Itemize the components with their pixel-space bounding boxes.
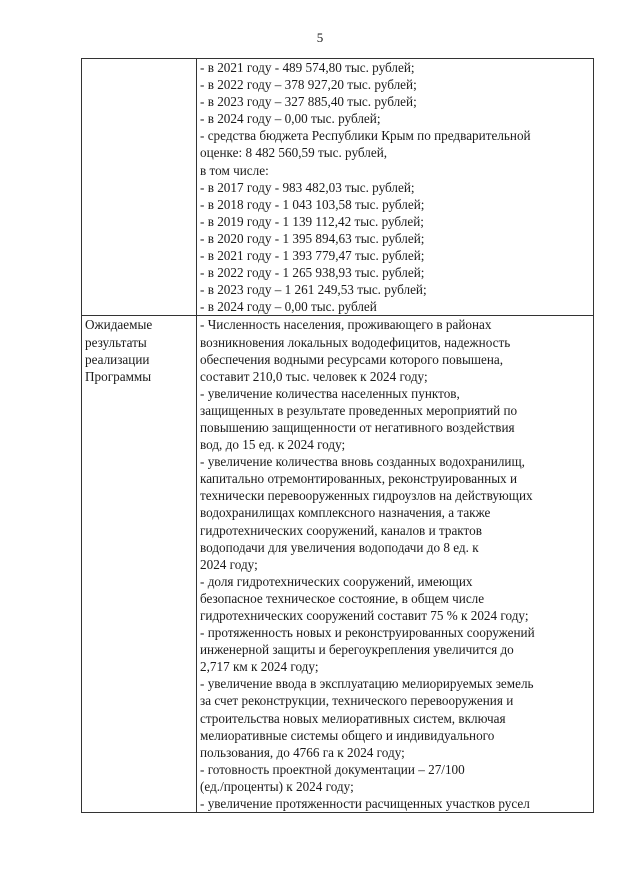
row-value-line: - в 2021 году - 489 574,80 тыс. рублей;: [200, 60, 415, 75]
row-label-line: результаты: [85, 334, 147, 350]
row-value-line: - увеличение количества населенных пунктов,: [200, 385, 460, 401]
row-value-line: (ед./проценты) к 2024 году;: [200, 778, 354, 794]
row-label-cell: [82, 59, 197, 316]
row-value-line: в том числе:: [200, 162, 269, 178]
row-value-cell: [197, 59, 594, 316]
row-value-line: - средства бюджета Республики Крым по предварительной: [200, 128, 531, 144]
row-value-line: повышению защищенности от негативного воздействия: [200, 419, 515, 435]
row-label-cell: [82, 316, 197, 813]
row-value-line: водоподачи для увеличения водоподачи до 8 ед. к: [200, 539, 479, 555]
row-value-line: безопасное техническое состояние, в общем числе: [200, 590, 485, 606]
row-value-line: - протяженность новых и реконструированных сооружений: [200, 625, 535, 641]
row-value-line: - в 2019 году - 1 139 112,42 тыс. рублей;: [200, 213, 424, 229]
row-value-line: вод, до 15 ед. к 2024 году;: [200, 437, 346, 453]
row-value-line: водохранилищах комплексного назначения, а также: [200, 505, 491, 521]
row-value-line: - в 2023 году – 327 885,40 тыс. рублей;: [200, 94, 417, 110]
row-value-line: - увеличение количества вновь созданных водохранилищ,: [200, 454, 525, 470]
row-value-line: обеспечения водными ресурсами которого повышена,: [200, 351, 504, 367]
row-value-line: мелиоративные системы общего и индивидуального: [200, 727, 495, 743]
row-value-line: оценке: 8 482 560,59 тыс. рублей,: [200, 145, 388, 161]
table-row: [82, 59, 594, 316]
row-value-line: - в 2024 году – 0,00 тыс. рублей;: [200, 111, 381, 127]
row-value-line: - готовность проектной документации – 27/100: [200, 761, 465, 777]
row-value-line: защищенных в результате проведенных мероприятий по: [200, 402, 518, 418]
page-number: 5: [316, 30, 324, 45]
row-value-cell: [197, 316, 594, 813]
row-value-line: - в 2020 году - 1 395 894,63 тыс. рублей;: [200, 230, 425, 246]
row-value-line: 2,717 км к 2024 году;: [200, 659, 319, 675]
program-passport-table: [81, 58, 594, 813]
row-label-line: Программы: [85, 368, 152, 384]
row-value-line: - Численность населения, проживающего в районах: [200, 317, 492, 333]
row-value-line: - в 2023 году – 1 261 249,53 тыс. рублей;: [200, 282, 427, 298]
row-value-line: - в 2024 году – 0,00 тыс. рублей: [200, 299, 377, 315]
table-row: [82, 316, 594, 813]
row-value-line: - увеличение протяженности расчищенных участков русел: [200, 796, 530, 812]
row-value-line: технически перевооруженных гидроузлов на действующих: [200, 488, 533, 504]
row-value-line: гидротехнических сооружений, каналов и трактов: [200, 522, 482, 538]
row-value-line: - увеличение ввода в эксплуатацию мелиорируемых земель: [200, 676, 534, 692]
row-value-line: гидротехнических сооружений составит 75 % к 2024 году;: [200, 608, 529, 623]
row-label-line: реализации: [85, 351, 150, 367]
row-value-line: - в 2022 году - 1 265 938,93 тыс. рублей;: [200, 265, 425, 281]
row-value-line: возникновения локальных вододефицитов, надежность: [200, 334, 511, 350]
row-value-line: - доля гидротехнических сооружений, имеющих: [200, 573, 473, 589]
row-value-line: - в 2017 году - 983 482,03 тыс. рублей;: [200, 179, 415, 195]
row-value-line: пользования, до 4766 га к 2024 году;: [200, 744, 405, 760]
row-value-line: - в 2022 году – 378 927,20 тыс. рублей;: [200, 77, 417, 93]
row-value-line: - в 2021 году - 1 393 779,47 тыс. рублей;: [200, 248, 425, 264]
row-label-line: Ожидаемые: [85, 317, 153, 333]
row-value-line: инженерной защиты и берегоукрепления увеличится до: [200, 642, 514, 658]
row-value-line: за счет реконструкции, технического перевооружения и: [200, 693, 514, 709]
row-value-line: составит 210,0 тыс. человек к 2024 году;: [200, 368, 428, 384]
row-value-line: капитально отремонтированных, реконструированных и: [200, 471, 518, 487]
row-value-line: строительства новых мелиоративных систем, включая: [200, 710, 506, 726]
row-value-line: 2024 году;: [200, 556, 258, 572]
row-value-line: - в 2018 году - 1 043 103,58 тыс. рублей;: [200, 196, 425, 212]
